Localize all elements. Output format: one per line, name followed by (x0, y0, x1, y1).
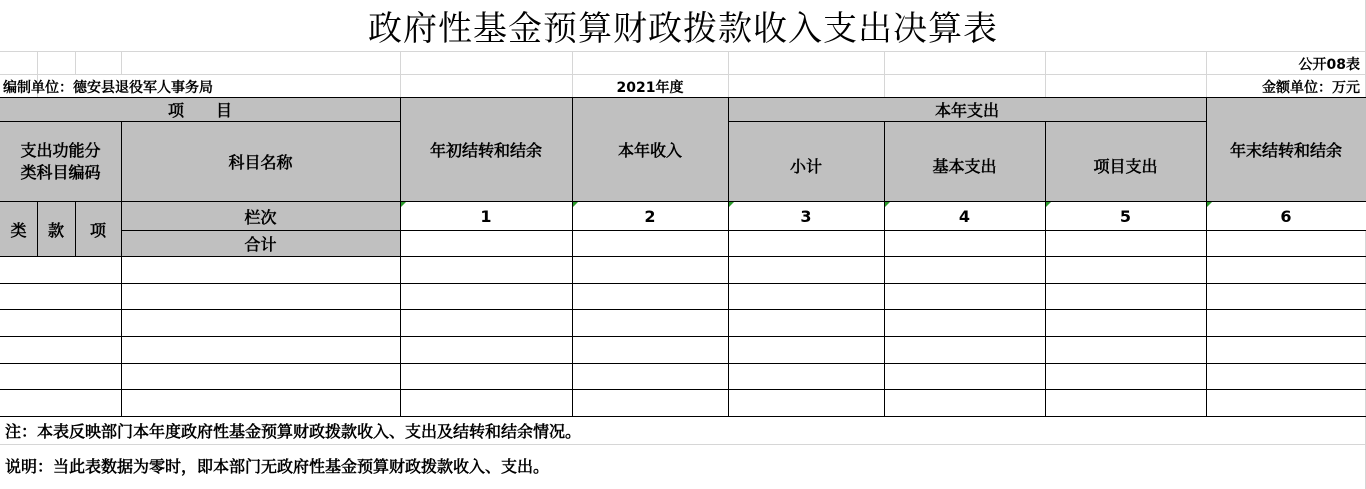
col-number-4: 4 (958, 206, 971, 226)
subtotal-header: 小计 (789, 157, 822, 176)
total-row-label: 合计 (244, 235, 277, 254)
reporting-unit: 编制单位：德安县退役军人事务局 (3, 80, 213, 96)
basic-expense-header: 基本支出 (932, 157, 997, 176)
table-explanation: 说明：当此表数据为零时，即本部门无政府性基金预算财政拨款收入、支出。 (5, 456, 550, 476)
lei-header: 类 (10, 220, 27, 240)
col-number-2: 2 (644, 206, 656, 226)
func-code-header (0, 122, 121, 201)
item-group-header: 项 目 (167, 101, 232, 120)
page-title: 政府性基金预算财政拨款收入支出决算表 (368, 8, 998, 49)
xiang-header: 项 (89, 220, 106, 240)
func-code-line2: 类科目编码 (20, 162, 101, 182)
subject-name-header: 科目名称 (228, 153, 293, 172)
col-number-1: 1 (480, 206, 492, 226)
func-code-line1: 支出功能分 (20, 140, 101, 160)
begin-balance-header: 年初结转和结余 (429, 141, 542, 160)
table-note: 注：本表反映部门本年度政府性基金预算财政拨款收入、支出及结转和结余情况。 (5, 422, 582, 441)
report-year: 2021年度 (616, 80, 684, 96)
col-number-3: 3 (800, 206, 812, 226)
amount-unit: 金额单位：万元 (1262, 80, 1360, 96)
form-code: 公开08表 (1298, 57, 1360, 73)
col-number-6: 6 (1280, 206, 1292, 226)
end-balance-header: 年末结转和结余 (1229, 141, 1342, 160)
project-expense-header: 项目支出 (1093, 157, 1158, 176)
kuan-header: 款 (47, 220, 64, 240)
expense-group-header: 本年支出 (934, 101, 999, 120)
income-header: 本年收入 (617, 141, 682, 160)
column-row-label: 栏次 (244, 207, 277, 227)
col-number-5: 5 (1119, 206, 1132, 226)
